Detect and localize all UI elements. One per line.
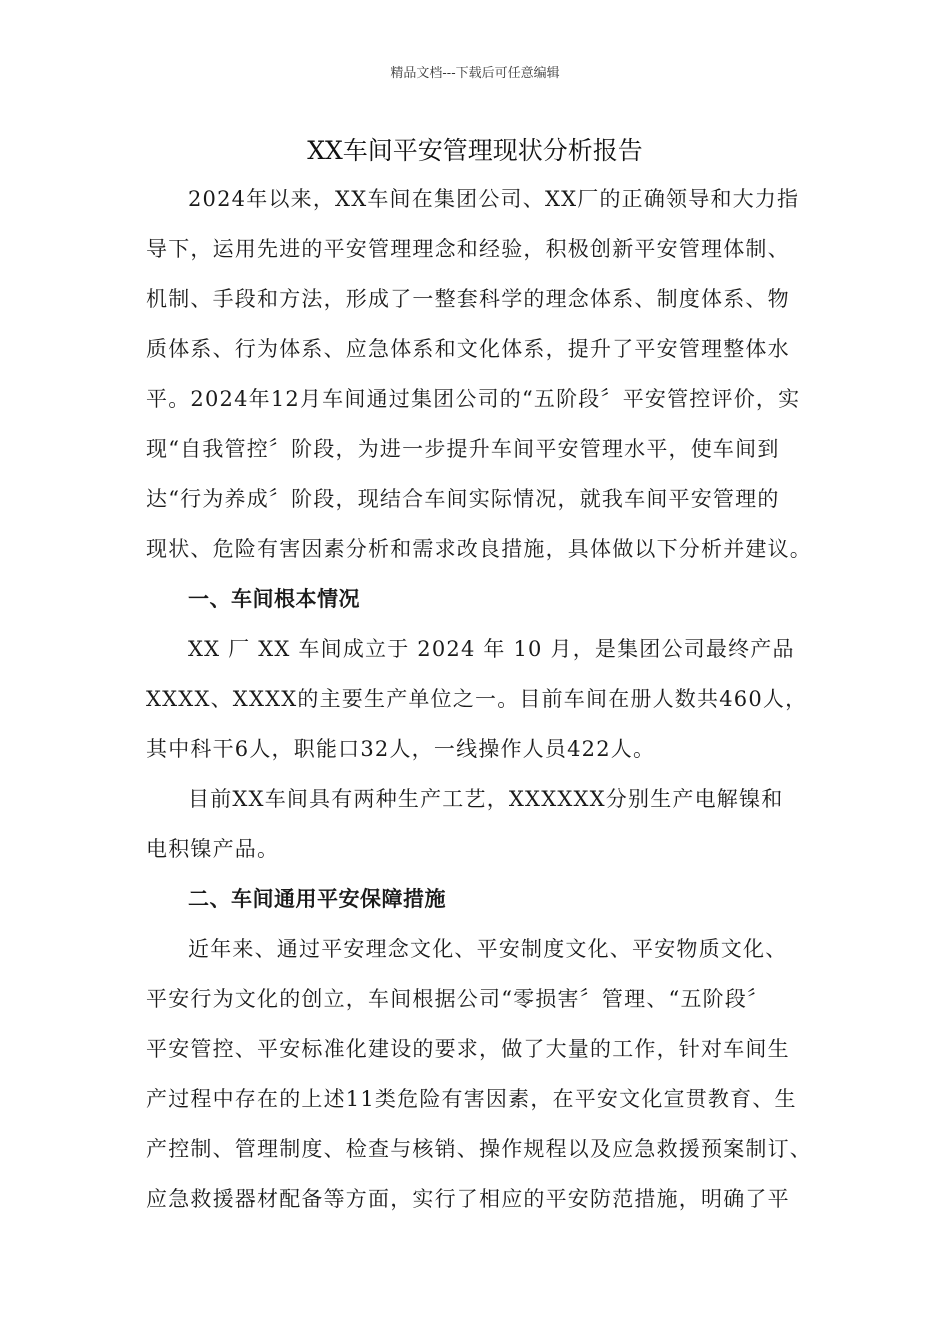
paragraph-line: 电积镍产品。 xyxy=(146,837,280,861)
paragraph-line: 其中科干6人，职能口32人，一线操作人员422人。 xyxy=(146,737,656,761)
paragraph-line: 达“行为养成〞阶段，现结合车间实际情况，就我车间平安管理的 xyxy=(146,487,780,511)
paragraph-line: 平安行为文化的创立，车间根据公司“零损害〞管理、“五阶段〞 xyxy=(146,987,770,1011)
paragraph-line: 近年来、通过平安理念文化、平安制度文化、平安物质文化、 xyxy=(188,937,788,961)
paragraph-line: 应急救援器材配备等方面，实行了相应的平安防范措施，明确了平 xyxy=(146,1187,790,1211)
paragraph-line: 现状、危险有害因素分析和需求改良措施，具体做以下分析并建议。 xyxy=(146,537,812,561)
paragraph-line: XX 厂 XX 车间成立于 2024 年 10 月，是集团公司最终产品 xyxy=(188,637,795,661)
paragraph-line: 产控制、管理制度、检查与核销、操作规程以及应急救援预案制订、 xyxy=(146,1137,812,1161)
section-heading-2: 二、车间通用平安保障措施 xyxy=(188,886,446,911)
paragraph-line: 导下，运用先进的平安管理理念和经验，积极创新平安管理体制、 xyxy=(146,237,790,261)
paragraph-line: 机制、手段和方法，形成了一整套科学的理念体系、制度体系、物 xyxy=(146,287,790,311)
paragraph-line: 2024年以来，XX车间在集团公司、XX厂的正确领导和大力指 xyxy=(188,187,800,211)
paragraph-line: 现“自我管控〞阶段，为进一步提升车间平安管理水平，使车间到 xyxy=(146,437,780,461)
paragraph-line: 产过程中存在的上述11类危险有害因素，在平安文化宣贯教育、生 xyxy=(146,1087,797,1111)
paragraph-line: 平安管控、平安标准化建设的要求，做了大量的工作，针对车间生 xyxy=(146,1037,790,1061)
document-title: XX车间平安管理现状分析报告 xyxy=(307,136,643,165)
paragraph-line: 平。2024年12月车间通过集团公司的“五阶段〞平安管控评价，实 xyxy=(146,387,801,411)
paragraph-line: XXXX、XXXX的主要生产单位之一。目前车间在册人数共460人， xyxy=(146,687,808,711)
section-heading-1: 一、车间根本情况 xyxy=(188,586,360,611)
paragraph-line: 质体系、行为体系、应急体系和文化体系，提升了平安管理整体水 xyxy=(146,337,790,361)
paragraph-line: 目前XX车间具有两种生产工艺，XXXXXX分别生产电解镍和 xyxy=(188,787,784,811)
page-header: 精品文档---下载后可任意编辑 xyxy=(390,66,560,81)
